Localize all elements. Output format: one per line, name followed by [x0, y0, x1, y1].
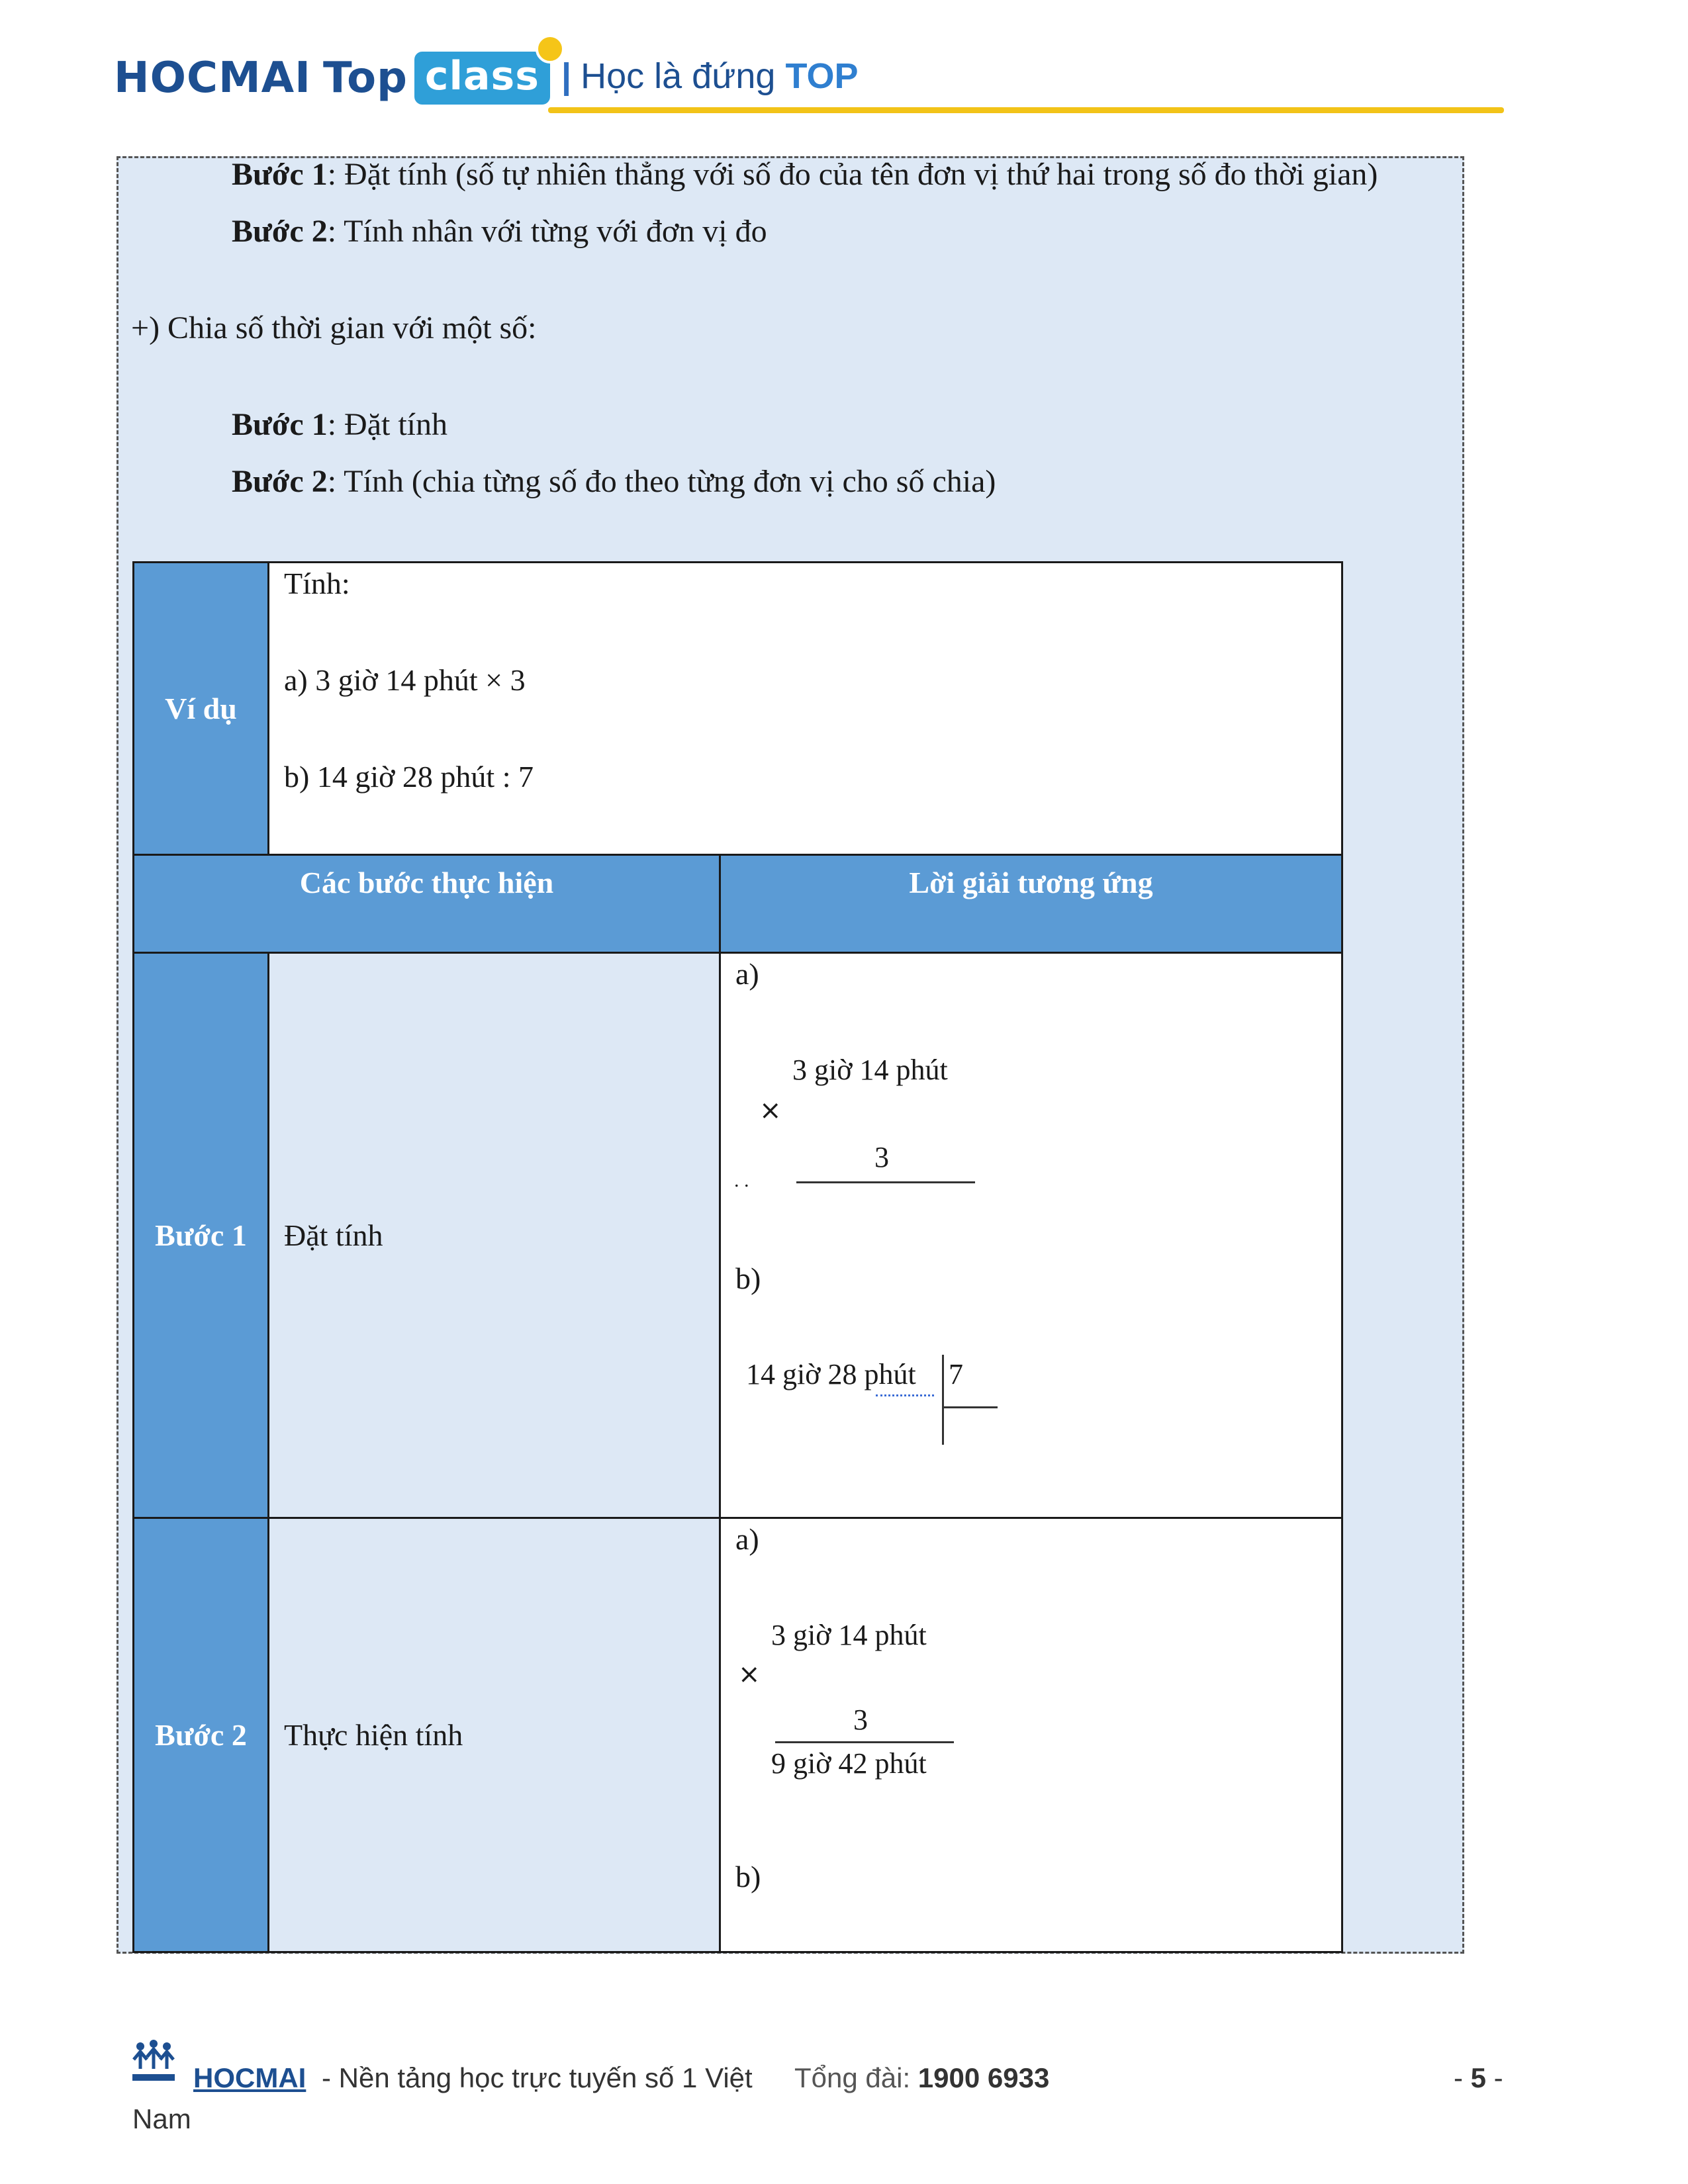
logo-class-text: class [424, 53, 539, 99]
slogan-separator: | [561, 56, 572, 96]
step2-solution-cell [720, 1518, 1342, 1952]
logo-hocmai: HOCMAI [114, 54, 311, 103]
footer-tagline-wrap: Nam [132, 2103, 191, 2134]
column-header-row [134, 855, 1342, 953]
step1-a-rule [796, 1181, 975, 1183]
div-step2-text: : Tính (chia từng số đo theo từng đơn vị cho số chia) [327, 464, 996, 499]
step2-row [134, 1518, 1342, 1952]
intro-step2-text: : Tính nhân với từng với đơn vị đo [327, 214, 767, 249]
div-step1-label: Bước 1 [232, 407, 328, 442]
intro-step1-text: : Đặt tính (số tự nhiên thẳng với số đo của tên đơn vị thứ hai trong số đo thời gian) [327, 157, 1378, 192]
example-b: b) 14 giờ 28 phút : 7 [284, 760, 534, 794]
step1-b-divisor: 7 [949, 1358, 963, 1390]
example-a: a) 3 giờ 14 phút × 3 [284, 663, 526, 697]
footer-brand-link[interactable]: HOCMAI [193, 2062, 306, 2093]
example-content-cell [269, 563, 1342, 855]
step2-a-result: 9 giờ 42 phút [771, 1747, 927, 1780]
step1-desc: Đặt tính [284, 1218, 383, 1252]
multiply-icon: × [738, 1659, 761, 1690]
slogan [561, 56, 858, 97]
example-row [134, 563, 1342, 855]
step2-label: Bước 2 [155, 1718, 247, 1752]
div-step1 [232, 406, 447, 443]
step1-a-dots: . . [734, 1169, 749, 1191]
intro-step1 [232, 156, 1378, 193]
step1-row [134, 953, 1342, 1518]
flower-icon [536, 34, 565, 64]
page-footer [0, 2025, 1688, 2144]
intro-step2-label: Bước 2 [232, 214, 328, 249]
step2-a-label: a) [735, 1522, 759, 1556]
page-prefix: - [1454, 2062, 1471, 2093]
step1-a-label: a) [735, 957, 759, 991]
col-steps-header [134, 855, 720, 953]
step2-a-rule [775, 1741, 954, 1743]
step1-solution-cell [720, 953, 1342, 1518]
example-label: Ví dụ [165, 692, 237, 725]
footer-hotline [794, 2062, 1049, 2094]
col-solution-header [720, 855, 1342, 953]
step1-desc-cell [269, 953, 720, 1518]
slogan-bold: TOP [785, 56, 859, 96]
div-step1-text: : Đặt tính [327, 407, 448, 442]
intro-step1-label: Bước 1 [232, 157, 328, 192]
step2-a-multiplicand: 3 giờ 14 phút [771, 1619, 927, 1651]
header-underline [548, 107, 1504, 113]
hocmai-people-icon [131, 2040, 176, 2086]
hotline-number: 1900 6933 [917, 2062, 1050, 2093]
page-header [0, 0, 1688, 132]
col-solution-label: Lời giải tương ứng [909, 866, 1153, 899]
step1-a-multiplicand: 3 giờ 14 phút [792, 1054, 948, 1086]
step1-label: Bước 1 [155, 1218, 247, 1252]
page-suffix: - [1486, 2062, 1503, 2093]
logo-top: Top [322, 54, 408, 103]
col-steps-label: Các bước thực hiện [299, 866, 554, 899]
example-label-cell [134, 563, 269, 855]
division-heading: +) Chia số thời gian với một số: [131, 310, 537, 345]
spellcheck-underline [876, 1392, 934, 1396]
division-bar-horizontal [942, 1406, 998, 1408]
step2-b-label: b) [735, 1860, 761, 1893]
div-step2 [232, 463, 996, 500]
step1-label-cell [134, 953, 269, 1518]
step2-desc: Thực hiện tính [284, 1718, 463, 1752]
page-number-value: 5 [1470, 2062, 1487, 2093]
step2-a-multiplier: 3 [853, 1704, 868, 1736]
intro-step2 [232, 213, 767, 250]
hocmai-topclass-logo [114, 52, 550, 105]
step2-desc-cell [269, 1518, 720, 1952]
step1-b-label: b) [735, 1261, 761, 1295]
step2-label-cell [134, 1518, 269, 1952]
slogan-text: Học là đứng [581, 56, 786, 96]
page-number [1454, 2062, 1503, 2094]
example-table [132, 561, 1343, 1953]
logo-class-badge [414, 52, 550, 105]
step1-a-multiplier: 3 [874, 1141, 889, 1173]
division-bar-vertical [942, 1355, 944, 1445]
multiply-icon: × [759, 1095, 782, 1126]
div-step2-label: Bước 2 [232, 464, 328, 499]
hotline-label: Tổng đài: [794, 2062, 918, 2093]
example-intro: Tính: [284, 567, 350, 600]
step1-b-dividend: 14 giờ 28 phút [746, 1358, 916, 1390]
footer-tagline: - Nền tảng học trực tuyến số 1 Việt [322, 2062, 753, 2093]
